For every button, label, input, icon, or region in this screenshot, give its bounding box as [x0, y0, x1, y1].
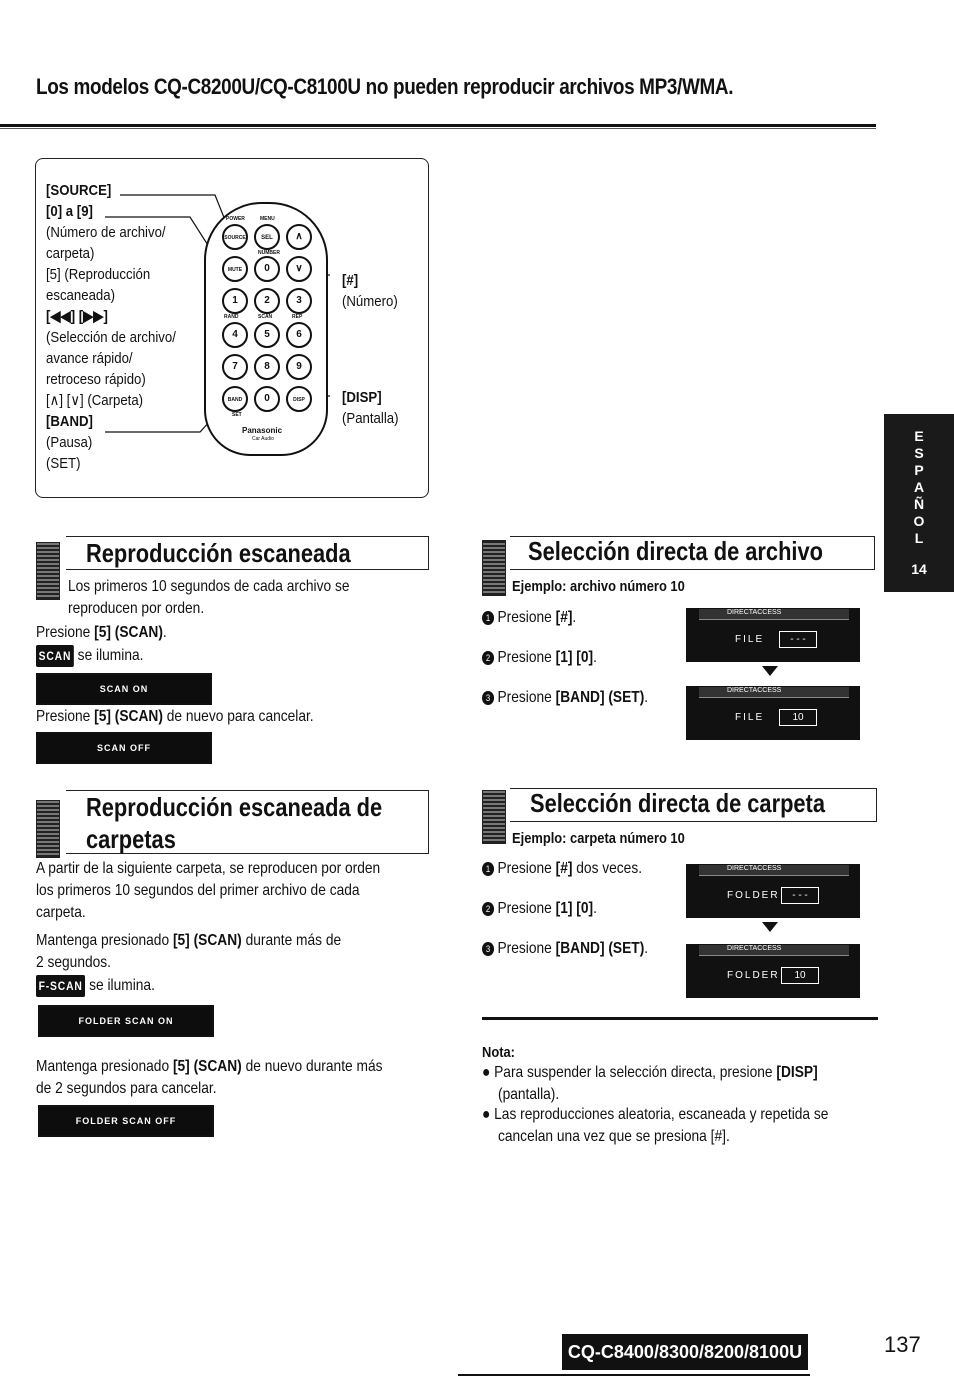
page-title: Los modelos CQ-C8200U/CQ-C8100U no pueden reproducir archivos MP3/WMA. — [36, 74, 734, 99]
label-skip-desc-3: retroceso rápido) — [46, 371, 146, 388]
folder-scan-indicator-line: F-SCAN se ilumina. — [36, 975, 155, 997]
section-title-folder-direct: Selección directa de carpeta — [530, 788, 825, 818]
label-scan-1: [5] (Reproducción — [46, 266, 151, 283]
digit-5-button[interactable]: 5 — [254, 322, 280, 348]
display-scan-on: SCAN ON — [36, 673, 212, 705]
note-item-2: ● Las reproducciones aleatoria, escaneada y repetida se — [482, 1106, 829, 1123]
set-label: SET — [232, 412, 242, 418]
digit-3-button[interactable]: 3 — [286, 288, 312, 314]
folder-display-1: DIRECTACCESS FOLDER - - - — [686, 864, 860, 918]
remote-control — [204, 202, 328, 456]
folder-down-button[interactable]: ∨ — [286, 256, 312, 282]
header-rule — [0, 124, 876, 127]
menu-label: MENU — [260, 216, 275, 222]
scan-cancel: Presione [5] (SCAN) de nuevo para cancelar. — [36, 708, 314, 725]
label-folder: [∧] [∨] (Carpeta) — [46, 392, 144, 409]
folder-scan-step: Mantenga presionado [5] (SCAN) durante más de — [36, 932, 342, 949]
section-title-folder-scan-1: Reproducción escaneada de — [86, 792, 383, 822]
section-title-folder-scan-2: carpetas — [86, 824, 176, 854]
down-arrow-icon — [762, 666, 778, 676]
rep-label: REP — [292, 314, 303, 320]
number-label: NUMBER — [258, 250, 280, 256]
label-digits-desc-1: (Número de archivo/ — [46, 224, 166, 241]
source-button[interactable]: SOURCE — [222, 224, 248, 250]
section-title-scan: Reproducción escaneada — [86, 538, 351, 568]
folder-step-3: 3 Presione [BAND] (SET). — [482, 938, 648, 960]
section-icon — [482, 540, 506, 596]
digit-1-button[interactable]: 1 — [222, 288, 248, 314]
label-band: [BAND] — [46, 413, 93, 430]
band-button[interactable]: BAND — [222, 386, 248, 412]
section-icon — [36, 542, 60, 600]
label-band-desc-2: (SET) — [46, 455, 81, 472]
section-title-file-direct: Selección directa de archivo — [528, 536, 823, 566]
section-icon — [36, 800, 60, 858]
folder-scan-step-2: 2 segundos. — [36, 954, 111, 971]
note-item-2-line2: cancelan una vez que se presiona [#]. — [498, 1128, 730, 1145]
language-tab: E S P A Ñ O L 14 — [884, 414, 954, 592]
label-source: [SOURCE] — [46, 182, 112, 199]
note-title: Nota: — [482, 1044, 515, 1061]
note-rule — [482, 1017, 878, 1020]
note-item-1: ● Para suspender la selección directa, presione [DISP] — [482, 1064, 818, 1081]
folder-scan-cancel-2: de 2 segundos para cancelar. — [36, 1080, 217, 1097]
mute-button[interactable]: MUTE — [222, 256, 248, 282]
folder-step-1: 1 Presione [#] dos veces. — [482, 858, 642, 880]
file-step-3: 3 Presione [BAND] (SET). — [482, 687, 648, 709]
folder-example: Ejemplo: carpeta número 10 — [512, 830, 685, 847]
file-example: Ejemplo: archivo número 10 — [512, 578, 685, 595]
scan-step: Presione [5] (SCAN). — [36, 624, 167, 641]
label-skip: [◀◀] [▶▶] — [46, 308, 108, 325]
page-number: 137 — [884, 1332, 921, 1357]
down-arrow-icon — [762, 922, 778, 932]
digit-6-button[interactable]: 6 — [286, 322, 312, 348]
file-step-1: 1 Presione [#]. — [482, 607, 576, 629]
disp-button[interactable]: DISP — [286, 386, 312, 412]
label-digits: [0] a [9] — [46, 203, 93, 220]
digit-2-button[interactable]: 2 — [254, 288, 280, 314]
hash-button[interactable]: 0 — [254, 256, 280, 282]
display-folder-scan-on: FOLDER SCAN ON — [38, 1005, 214, 1037]
folder-up-button[interactable]: ∧ — [286, 224, 312, 250]
sel-button[interactable]: SEL — [254, 224, 280, 250]
display-scan-off: SCAN OFF — [36, 732, 212, 764]
header-rule-thin — [0, 128, 876, 129]
folder-scan-intro-1: A partir de la siguiente carpeta, se reproducen por orden — [36, 860, 381, 877]
label-skip-desc-1: (Selección de archivo/ — [46, 329, 176, 346]
f-scan-indicator: F-SCAN — [36, 975, 85, 997]
label-hash-desc: (Número) — [342, 293, 398, 310]
brand-sub: Car Audio — [252, 436, 274, 442]
tab-page: 14 — [911, 561, 927, 577]
digit-9-button[interactable]: 9 — [286, 354, 312, 380]
scan-indicator-line: SCAN se ilumina. — [36, 645, 143, 667]
folder-scan-cancel: Mantenga presionado [5] (SCAN) de nuevo durante más — [36, 1058, 383, 1075]
footer-models: CQ-C8400/8300/8200/8100U — [562, 1334, 808, 1370]
label-hash: [#] — [342, 272, 359, 289]
power-label: POWER — [226, 216, 245, 222]
label-digits-desc-2: carpeta) — [46, 245, 95, 262]
folder-display-2: DIRECTACCESS FOLDER 10 — [686, 944, 860, 998]
file-step-2: 2 Presione [1] [0]. — [482, 647, 597, 669]
file-display-2: DIRECTACCESS FILE 10 — [686, 686, 860, 740]
label-band-desc-1: (Pausa) — [46, 434, 93, 451]
section-icon — [482, 790, 506, 844]
footer-rule — [458, 1374, 810, 1376]
scan-intro-2: reproducen por orden. — [68, 600, 205, 617]
folder-scan-intro-3: carpeta. — [36, 904, 86, 921]
label-disp-desc: (Pantalla) — [342, 410, 399, 427]
folder-scan-intro-2: los primeros 10 segundos del primer archivo de cada — [36, 882, 360, 899]
label-scan-2: escaneada) — [46, 287, 115, 304]
display-folder-scan-off: FOLDER SCAN OFF — [38, 1105, 214, 1137]
digit-4-button[interactable]: 4 — [222, 322, 248, 348]
scan-intro-1: Los primeros 10 segundos de cada archivo se — [68, 578, 350, 595]
folder-step-2: 2 Presione [1] [0]. — [482, 898, 597, 920]
brand-logo: Panasonic — [242, 426, 283, 435]
label-disp: [DISP] — [342, 389, 382, 406]
digit-8-button[interactable]: 8 — [254, 354, 280, 380]
digit-0-button[interactable]: 0 — [254, 386, 280, 412]
digit-7-button[interactable]: 7 — [222, 354, 248, 380]
label-skip-desc-2: avance rápido/ — [46, 350, 133, 367]
note-item-1-line2: (pantalla). — [498, 1086, 560, 1103]
scan-label: SCAN — [258, 314, 273, 320]
rand-label: RAND — [224, 314, 239, 320]
scan-indicator: SCAN — [36, 645, 74, 667]
file-display-1: DIRECTACCESS FILE - - - — [686, 608, 860, 662]
